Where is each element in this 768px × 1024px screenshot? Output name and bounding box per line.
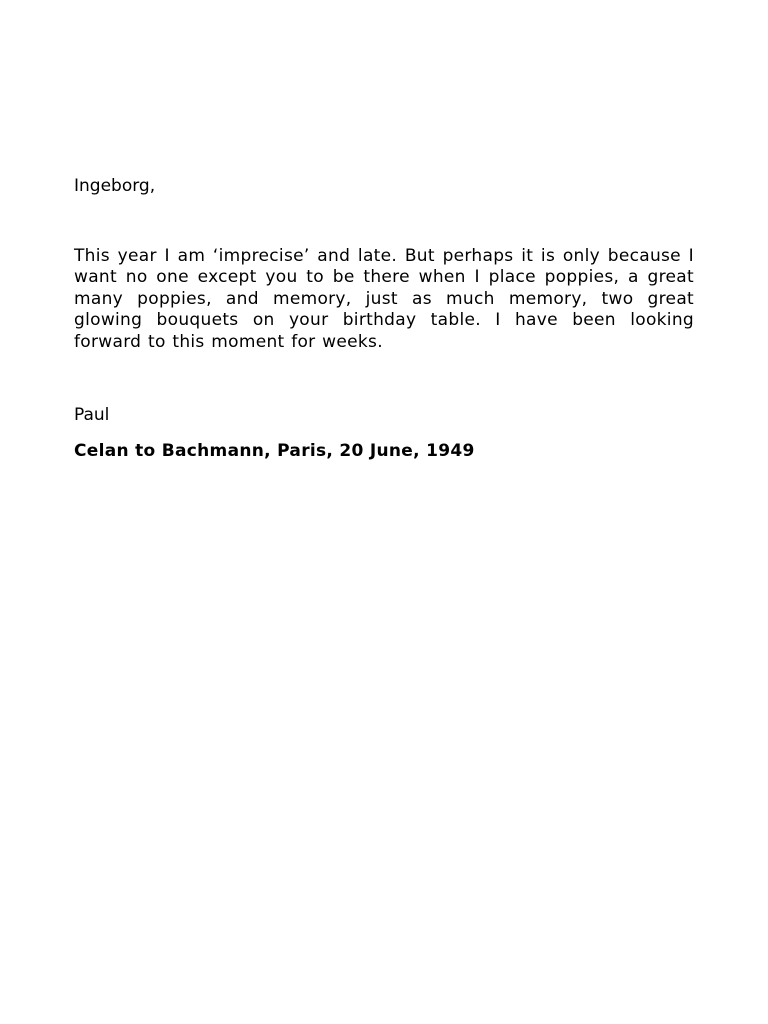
letter-citation: Celan to Bachmann, Paris, 20 June, 1949 — [74, 441, 475, 462]
letter-signature: Paul — [74, 405, 110, 426]
document-page — [74, 175, 694, 462]
letter-body: This year I am ‘imprecise’ and late. But perhaps it is only because I want no one except you to be there when I place poppies, a great many poppies, and memory, just as much memory, two great glowing bouquets on your birthday table. I have been looking forward to this moment for weeks. — [74, 246, 694, 352]
letter-salutation: Ingeborg, — [74, 176, 156, 196]
